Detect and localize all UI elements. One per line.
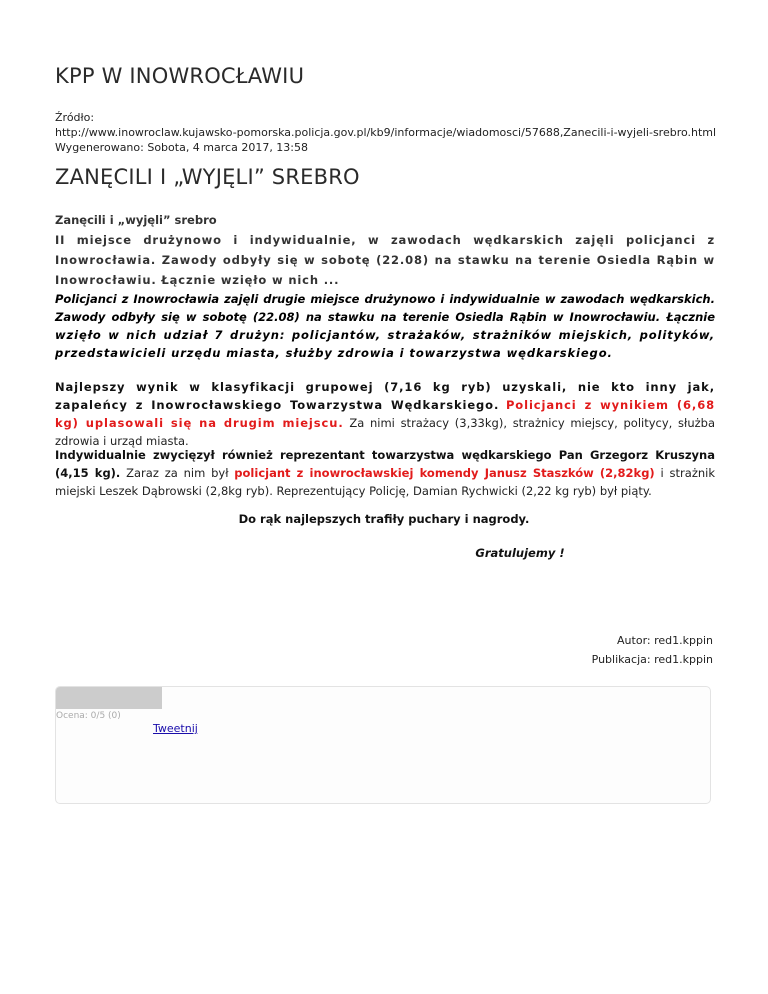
paragraph-awards: Do rąk najlepszych trafiły puchary i nagrody.: [238, 512, 530, 526]
individual-rest: i strażnik miejski Leszek Dąbrowski (2,8kg ryb). Reprezentujący Policję, Damian Rychwicki (2,22 kg ryb) był piąty.: [55, 466, 715, 498]
lead-body: II miejsce drużynowo i indywidualnie, w zawodach wędkarskich zajęli policjanci z Inowrocławia. Zawody odbyły się w sobotę (22.08) na stawku na terenie Osiedla Rąbin w Inowrocławiu. Łącznie wzięło w nich ...: [55, 233, 715, 287]
publication: Publikacja: red1.kppin: [591, 653, 713, 666]
paragraph-team-results: [55, 378, 715, 450]
rating-stars[interactable]: [56, 687, 162, 709]
source-label: Źródło:: [55, 111, 95, 124]
paragraph-congrats: Gratulujemy !: [475, 546, 565, 560]
article-lead: [55, 210, 715, 290]
paragraph-individual-results: [55, 446, 715, 500]
rating-text: Ocena: 0/5 (0): [56, 711, 121, 721]
social-box: [55, 686, 711, 804]
team-results-rest: Za nimi strażacy (3,33kg), strażnicy miejscy, politycy, służba zdrowia i urząd miasta.: [55, 416, 715, 448]
paragraph-intro-part2: wzięło w nich udział 7 drużyn: policjantów, strażaków, strażników miejskich, polityków, przedstawicieli urzędu miasta, służby zdrowia i towarzystwa wędkarskiego.: [55, 328, 715, 360]
lead-heading: Zanęcili i „wyjęli” srebro: [55, 213, 217, 227]
source-block: [55, 110, 716, 155]
police-team-result: Policjanci z wynikiem (6,68 kg) uplasowali się na drugim miejscu.: [55, 398, 716, 430]
individual-mid: Zaraz za nim był: [120, 466, 235, 480]
article-title: ZANĘCILI I „WYJĘLI” SREBRO: [55, 165, 360, 189]
tweet-link[interactable]: Tweetnij: [153, 722, 198, 735]
author: Autor: red1.kppin: [617, 634, 713, 647]
author-block: [592, 631, 713, 669]
site-title: KPP W INOWROCŁAWIU: [55, 64, 305, 88]
source-url: http://www.inowroclaw.kujawsko-pomorska.policja.gov.pl/kb9/informacje/wiadomosci/57688,Zanecili-i-wyjeli-srebro.html: [55, 126, 717, 139]
team-results-bold: Najlepszy wynik w klasyfikacji grupowej (7,16 kg ryb) uzyskali, nie kto inny jak, zapaleńcy z Inowrocławskiego Towarzystwa Wędkarskiego.: [55, 380, 715, 412]
generated-date: Wygenerowano: Sobota, 4 marca 2017, 13:58: [55, 141, 309, 154]
paragraph-intro-part1: Policjanci z Inowrocławia zajęli drugie miejsce drużynowo i indywidualnie w zawodach wędkarskich. Zawody odbyły się w sobotę (22.08) na stawku na terenie Osiedla Rąbin w Inowrocławiu. Łącznie: [55, 292, 715, 324]
police-individual-result: policjant z inowrocławskiej komendy Janusz Staszków (2,82kg): [234, 466, 655, 480]
individual-winner: Indywidualnie zwycięzył również reprezentant towarzystwa wędkarskiego Pan Grzegorz Kruszyna (4,15 kg).: [55, 448, 715, 480]
paragraph-intro: [55, 290, 715, 362]
